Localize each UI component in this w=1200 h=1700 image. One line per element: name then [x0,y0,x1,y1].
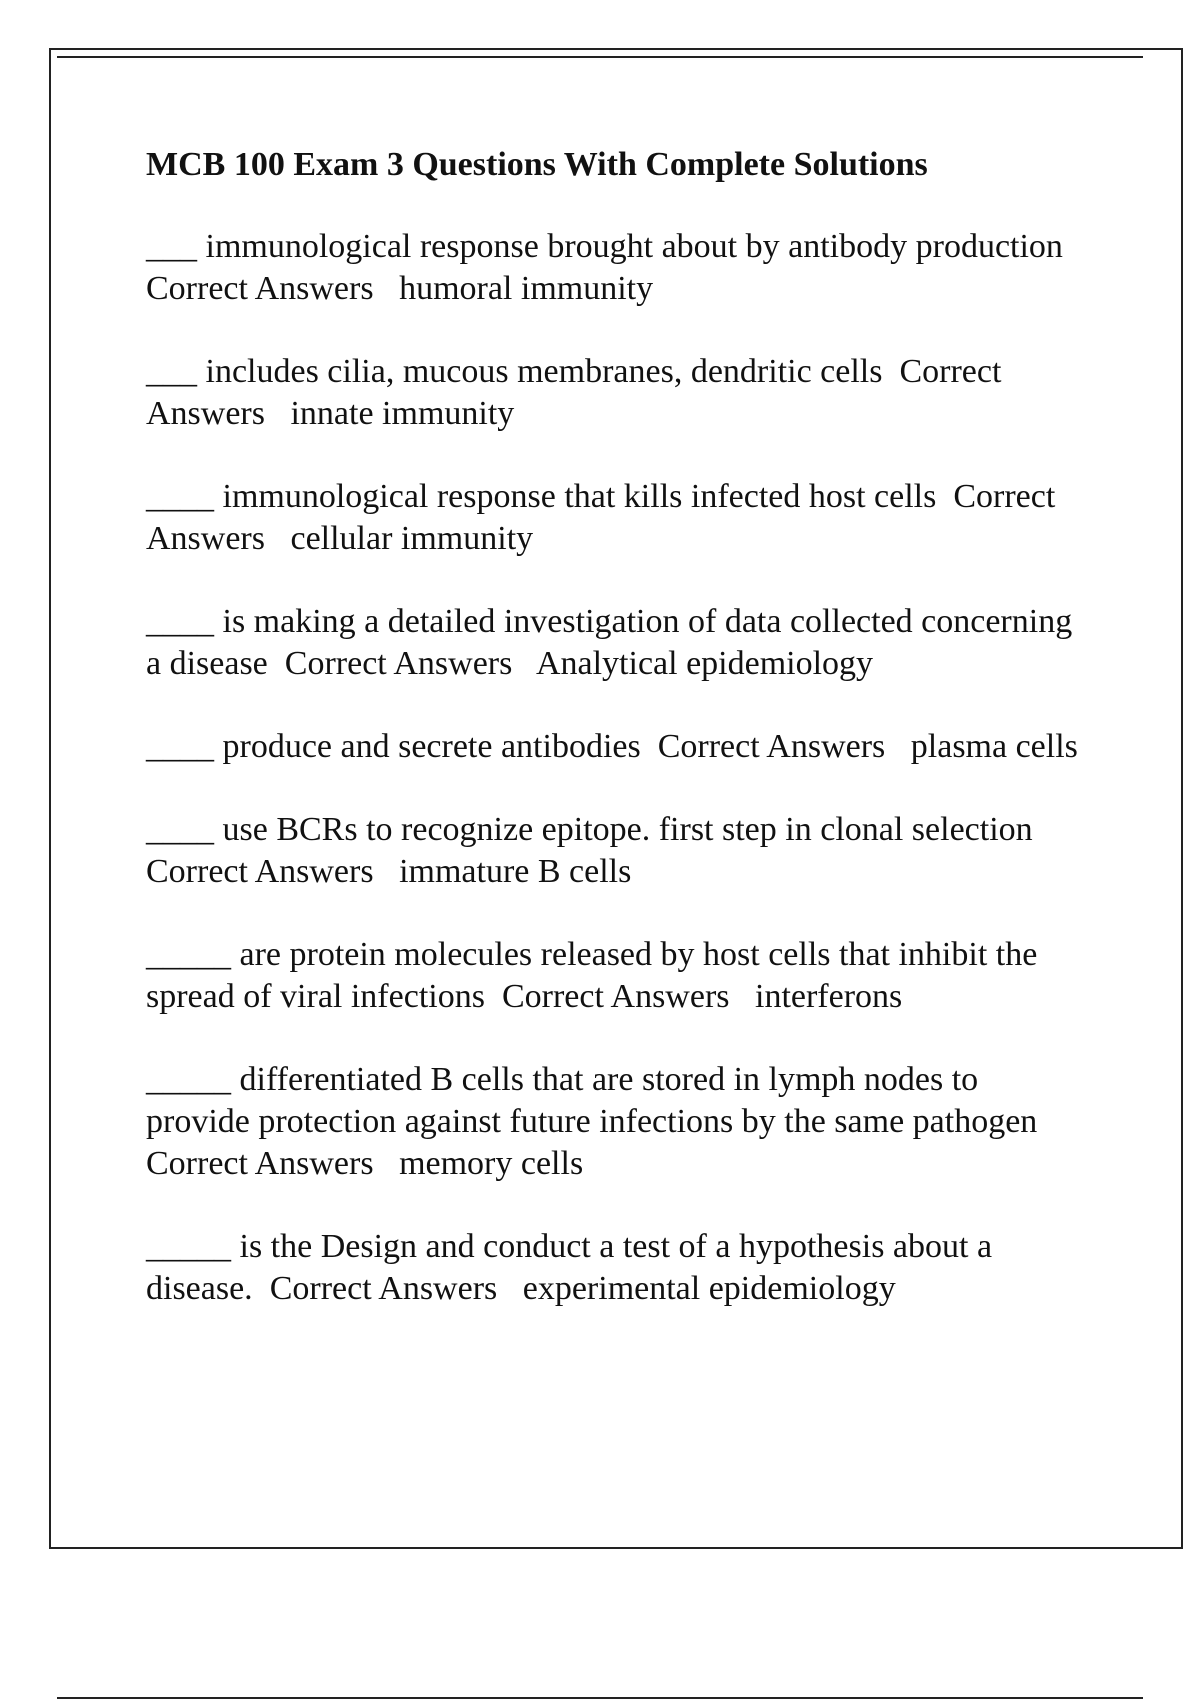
answer-label: Correct Answers [284,645,513,682]
qa-item [146,1226,1086,1310]
answer-text: interferons [755,978,903,1015]
question-text: ____ use BCRs to recognize epitope. first step in clonal selection [146,811,1033,848]
answer-label: Correct Answers [146,353,1009,432]
qa-item [146,601,1086,685]
answer-text: memory cells [399,1145,584,1182]
question-text: ____ immunological response that kills infected host cells [146,478,937,515]
answer-label: Correct Answers [501,978,730,1015]
answer-label: Correct Answers [657,728,886,765]
bottom-rule [57,1697,1143,1699]
question-text: ___ includes cilia, mucous membranes, dendritic cells [146,353,883,390]
question-text: ____ is making a detailed investigation of data collected concerning a disease [146,603,1081,682]
document-body [146,144,1086,1351]
question-text: _____ differentiated B cells that are stored in lymph nodes to provide protection against future infections by the same pathogen [146,1061,1038,1140]
answer-text: cellular immunity [290,520,534,557]
answer-text: experimental epidemiology [522,1270,896,1307]
answer-label: Correct Answers [146,853,374,890]
qa-item [146,1059,1086,1185]
answer-label: Correct Answers [146,1145,374,1182]
answer-text: immature B cells [399,853,632,890]
qa-item [146,226,1086,310]
answer-label: Correct Answers [269,1270,498,1307]
answer-text: plasma cells [910,728,1078,765]
qa-item [146,809,1086,893]
qa-item [146,726,1086,768]
answer-text: innate immunity [290,395,515,432]
qa-item [146,934,1086,1018]
answer-text: Analytical epidemiology [535,645,874,682]
answer-label: Correct Answers [146,478,1062,557]
question-text: ___ immunological response brought about by antibody production [146,228,1063,265]
document-title: MCB 100 Exam 3 Questions With Complete Solutions [146,146,928,183]
qa-item [146,476,1086,560]
answer-label: Correct Answers [146,270,374,307]
answer-text: humoral immunity [399,270,654,307]
question-text: ____ produce and secrete antibodies [146,728,641,765]
question-text: _____ is the Design and conduct a test of a hypothesis about a disease. [146,1228,1001,1307]
qa-item [146,351,1086,435]
question-text: _____ are protein molecules released by host cells that inhibit the spread of viral infections [146,936,1046,1015]
top-rule [57,56,1143,58]
